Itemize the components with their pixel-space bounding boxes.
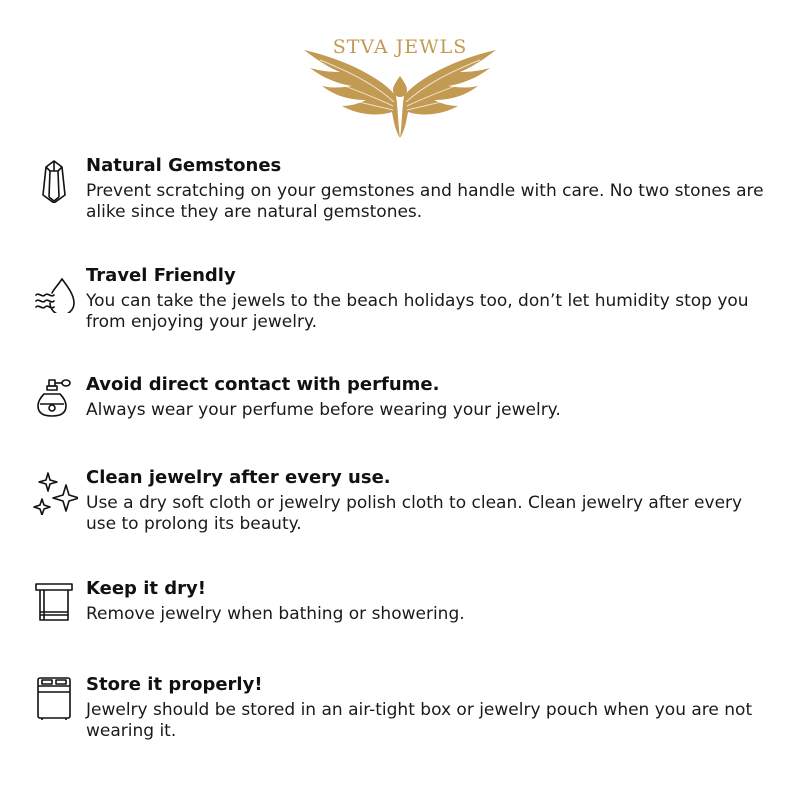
tip-title: Travel Friendly [86, 265, 236, 286]
tip-title: Natural Gemstones [86, 155, 282, 176]
tip-text: You can take the jewels to the beach holidays too, don’t let humidity stop you from enjoying your jewelry. [86, 291, 749, 332]
tip-text: Use a dry soft cloth or jewelry polish cloth to clean. Clean jewelry after every use to prolong its beauty. [86, 493, 743, 534]
towel-icon [30, 578, 78, 626]
tip-text: Jewelry should be stored in an air-tight box or jewelry pouch when you are not wearing it. [86, 700, 753, 741]
brand-logo [300, 36, 500, 140]
water-drop-icon [30, 265, 78, 313]
tip-title: Store it properly! [86, 674, 263, 695]
crystal-icon [30, 155, 78, 203]
tip-title: Clean jewelry after every use. [86, 467, 391, 488]
sparkles-icon [30, 467, 78, 515]
brand-name: STVA JEWLS [332, 36, 468, 58]
perfume-bottle-icon [30, 374, 78, 422]
tip-title: Keep it dry! [86, 578, 206, 599]
tip-text: Always wear your perfume before wearing your jewelry. [86, 400, 561, 420]
storage-box-icon [30, 674, 78, 722]
tip-text: Remove jewelry when bathing or showering. [86, 604, 465, 624]
tip-text: Prevent scratching on your gemstones and handle with care. No two stones are alike since they are natural gemstones. [86, 181, 764, 222]
tip-title: Avoid direct contact with perfume. [86, 374, 440, 395]
